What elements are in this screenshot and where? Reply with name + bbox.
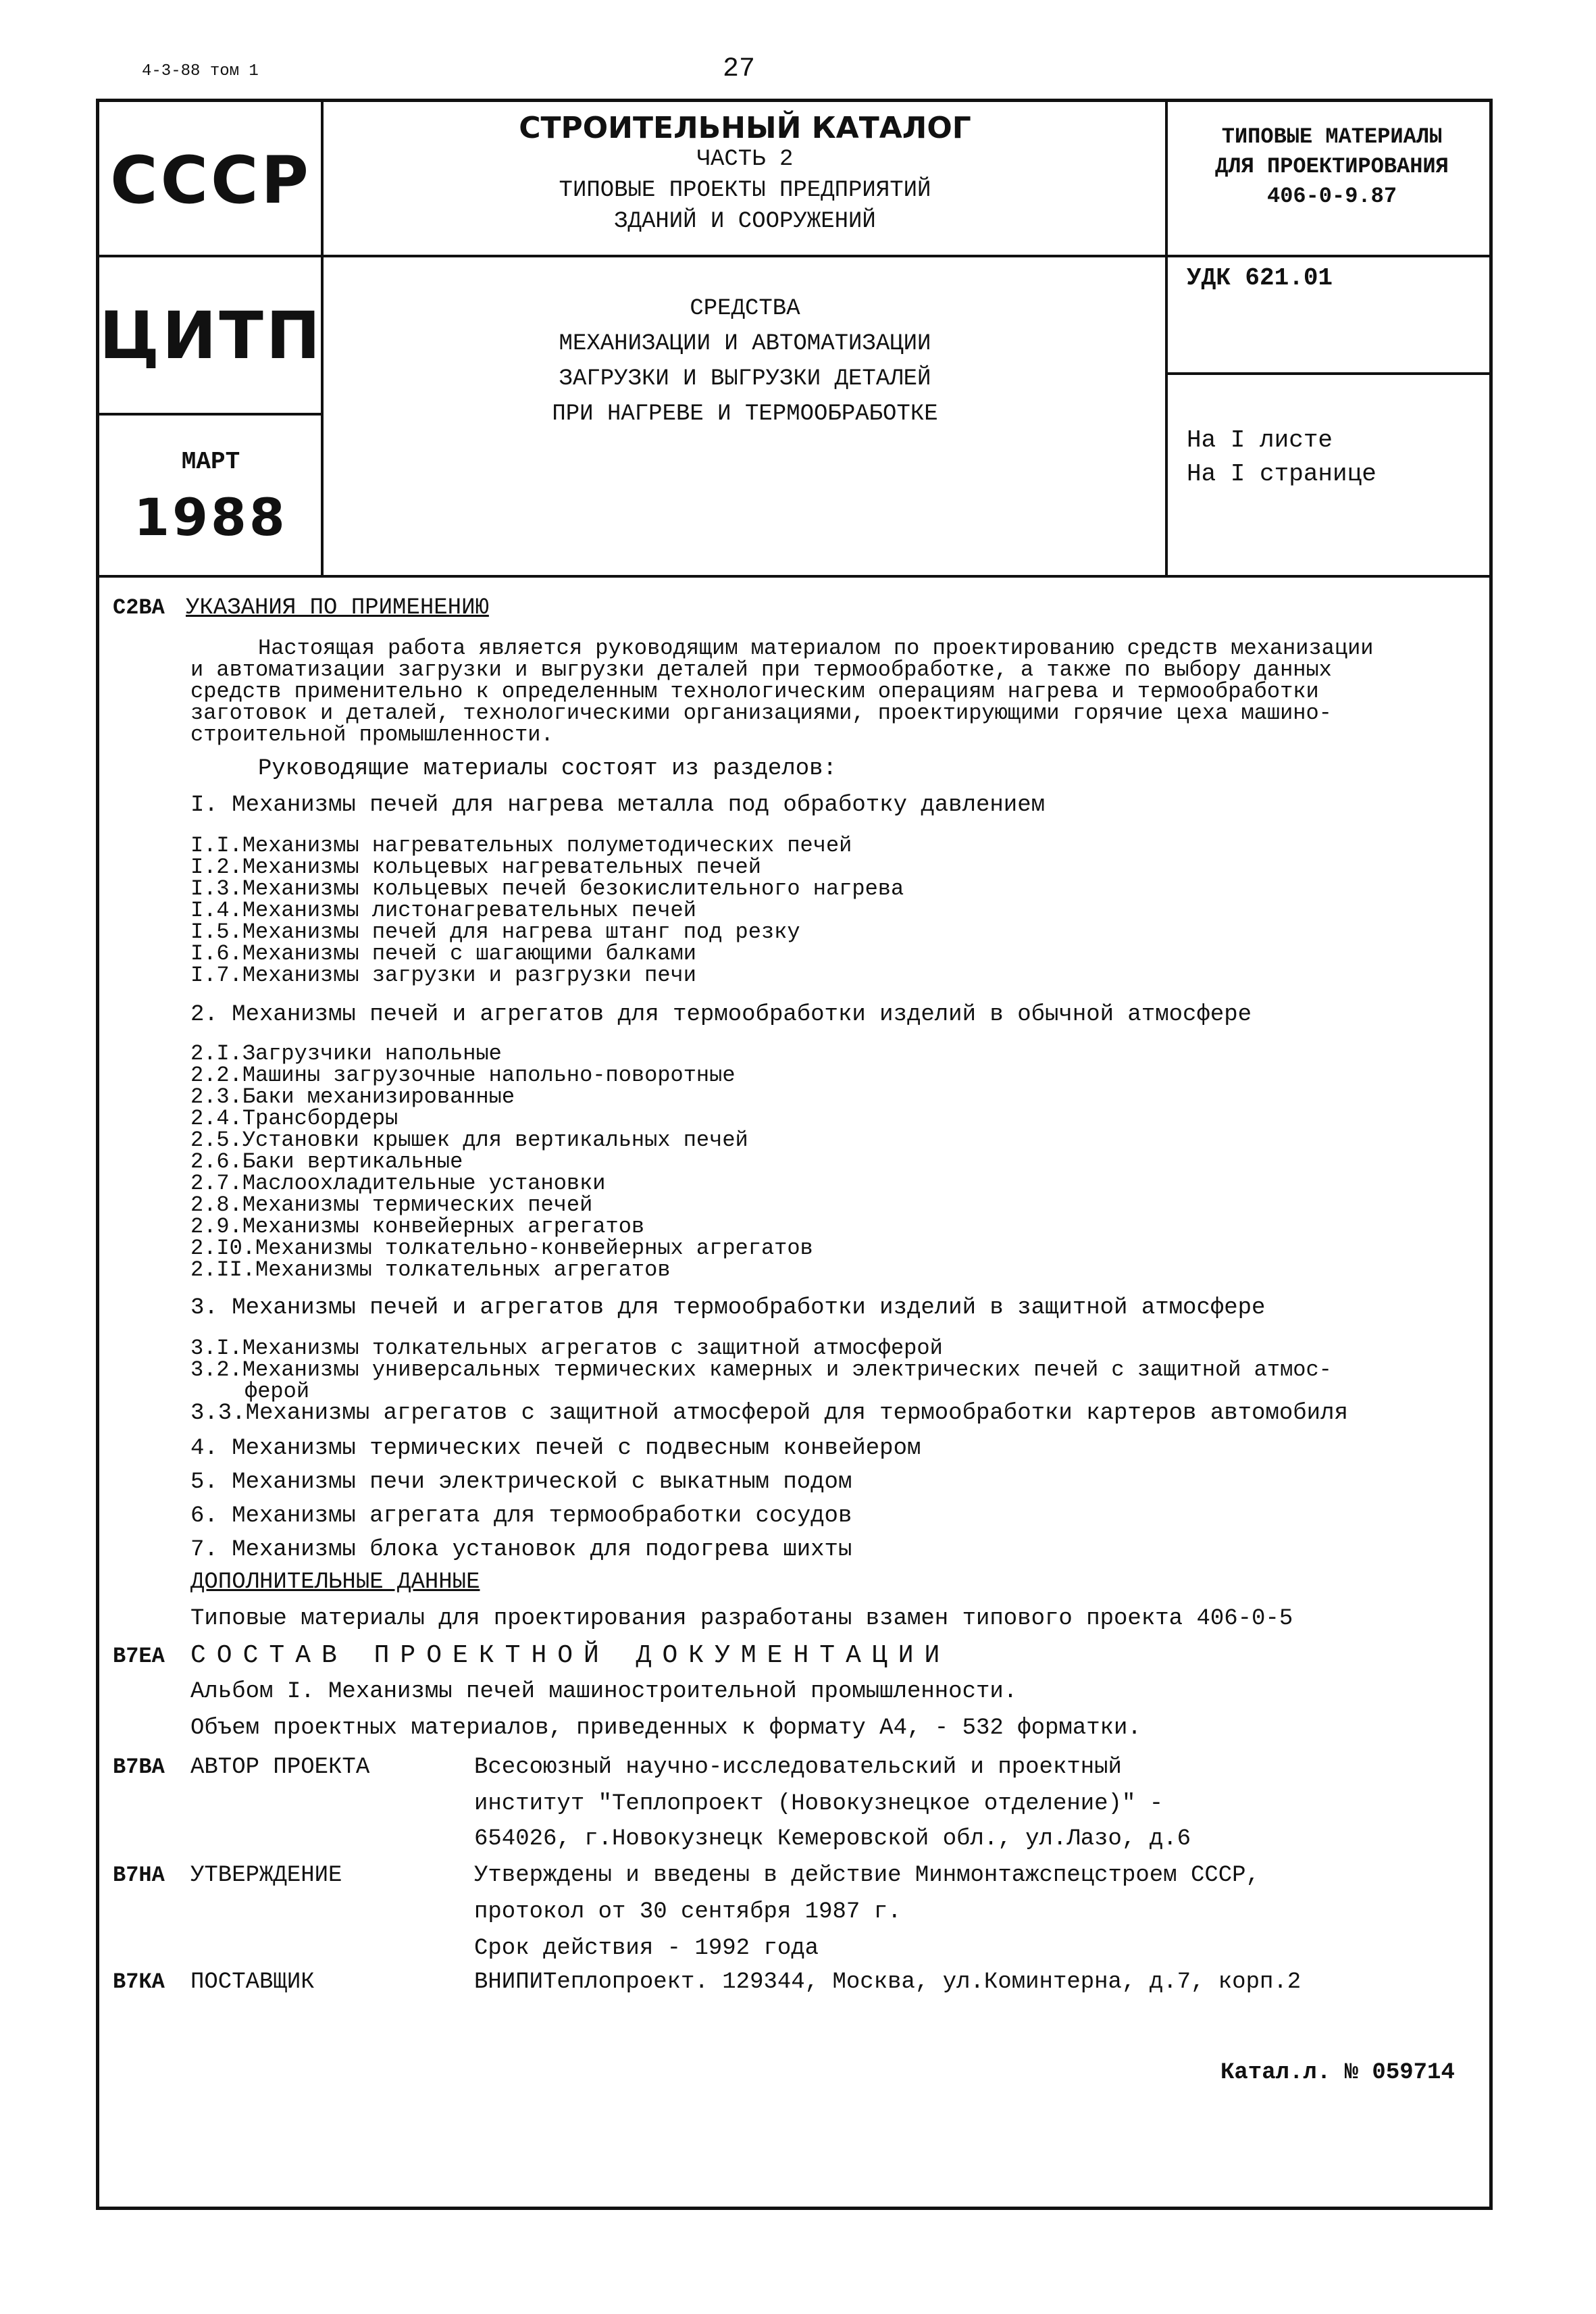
document-number: 406-0-9.87 <box>1266 184 1397 209</box>
approval-line: Утверждены и введены в действие Минмонтажспецстроем СССР, <box>474 1863 1260 1888</box>
section-item: 2.8.Механизмы термических печей <box>190 1192 593 1217</box>
catalog-part: ЧАСТЬ 2 <box>696 147 794 172</box>
sheets-count: На I листе <box>1187 426 1333 454</box>
catalog-card <box>96 99 1493 2210</box>
composition-line: Объем проектных материалов, приведенных к формату А4, - 532 форматки. <box>190 1715 1141 1741</box>
topic-line: ПРИ НАГРЕВЕ И ТЕРМООБРАБОТКЕ <box>552 401 938 427</box>
paragraph-line: строительной промышленности. <box>190 722 554 747</box>
section-item: 2.I0.Механизмы толкательно-конвейерных агрегатов <box>190 1236 813 1261</box>
catalog-sheet-number: Катал.л. № 059714 <box>1220 2060 1455 2086</box>
header-bottom-border <box>99 575 1489 578</box>
section-item: ферой <box>244 1379 310 1404</box>
issue-year: 1988 <box>134 487 288 547</box>
section-item: 2.7.Маслоохладительные установки <box>190 1171 606 1196</box>
section-code: В7ЕА <box>113 1644 165 1669</box>
section-heading: СОСТАВ ПРОЕКТНОЙ ДОКУМЕНТАЦИИ <box>190 1641 951 1670</box>
author-line: 654026, г.Новокузнецк Кемеровской обл., ул.Лазо, д.6 <box>474 1826 1191 1852</box>
section-item: 2.6.Баки вертикальные <box>190 1149 463 1174</box>
section-code: С2ВА <box>113 595 165 620</box>
section-heading: УКАЗАНИЯ ПО ПРИМЕНЕНИЮ <box>186 595 489 621</box>
section-code: В7ВА <box>113 1755 165 1780</box>
section-item: I.2.Механизмы кольцевых нагревательных печей <box>190 855 761 880</box>
extra-data-heading: ДОПОЛНИТЕЛЬНЫЕ ДАННЫЕ <box>190 1569 480 1595</box>
page-number: 27 <box>723 54 756 84</box>
section-item: 2.2.Машины загрузочные напольно-поворотные <box>190 1063 736 1088</box>
header-row-divider-1 <box>99 255 1489 257</box>
section-code: В7КА <box>113 1969 165 1994</box>
catalog-title-block <box>324 113 1166 237</box>
catalog-section: ТИПОВЫЕ ПРОЕКТЫ ПРЕДПРИЯТИЙ <box>559 178 931 203</box>
topic-line: МЕХАНИЗАЦИИ И АВТОМАТИЗАЦИИ <box>559 331 931 357</box>
extra-data-text: Типовые материалы для проектирования разработаны взамен типового проекта 406-0-5 <box>190 1606 1293 1632</box>
supplier-label: ПОСТАВЩИК <box>190 1969 315 1995</box>
issue-month: МАРТ <box>181 448 240 476</box>
section-code: В7НА <box>113 1863 165 1888</box>
section-item: 2.II.Механизмы толкательных агрегатов <box>190 1257 671 1282</box>
document-type-line: ДЛЯ ПРОЕКТИРОВАНИЯ <box>1215 154 1449 179</box>
author-line: Всесоюзный научно-исследовательский и проектный <box>474 1755 1122 1780</box>
section-item: I.I.Механизмы нагревательных полуметодических печей <box>190 833 852 858</box>
section-title: 6. Механизмы агрегата для термообработки сосудов <box>190 1503 852 1529</box>
section-title: 7. Механизмы блока установок для подогрева шихты <box>190 1537 852 1563</box>
catalog-title: СТРОИТЕЛЬНЫЙ КАТАЛОГ <box>519 111 971 145</box>
topic-block <box>324 291 1166 432</box>
topic-line: СРЕДСТВА <box>690 296 800 322</box>
topic-line: ЗАГРУЗКИ И ВЫГРУЗКИ ДЕТАЛЕЙ <box>559 366 931 392</box>
section-title: 5. Механизмы печи электрической с выкатным подом <box>190 1469 852 1495</box>
section-item: 3.2.Механизмы универсальных термических камерных и электрических печей с защитной атмос- <box>190 1357 1332 1382</box>
section-item: 3.I.Механизмы толкательных агрегатов с защитной атмосферой <box>190 1336 943 1361</box>
sections-intro: Руководящие материалы состоят из разделов: <box>258 756 837 782</box>
approval-line: протокол от 30 сентября 1987 г. <box>474 1899 902 1925</box>
catalog-section: ЗДАНИЙ И СООРУЖЕНИЙ <box>614 209 876 234</box>
section-item: 2.5.Установки крышек для вертикальных печей <box>190 1128 748 1153</box>
country-label: СССР <box>110 143 311 218</box>
approval-line: Срок действия - 1992 года <box>474 1936 819 1961</box>
paragraph-line: средств применительно к определенным технологическим операциям нагрева и термообработки <box>190 679 1319 704</box>
paragraph-line: и автоматизации загрузки и выгрузки деталей при термообработке, а также по выбору данных <box>190 657 1332 682</box>
document-type-block <box>1169 122 1495 211</box>
section-item: I.7.Механизмы загрузки и разгрузки печи <box>190 963 696 988</box>
section-title: I. Механизмы печей для нагрева металла под обработку давлением <box>190 793 1046 818</box>
document-code: 4-3-88 том 1 <box>142 62 259 80</box>
section-item: I.6.Механизмы печей с шагающими балками <box>190 941 696 966</box>
pages-count: На I странице <box>1187 460 1376 488</box>
section-item: 2.4.Трансбордеры <box>190 1106 398 1131</box>
section-title: 4. Механизмы термических печей с подвесным конвейером <box>190 1436 921 1461</box>
paragraph-line: Настоящая работа является руководящим материалом по проектированию средств механизации <box>258 636 1374 661</box>
author-label: АВТОР ПРОЕКТА <box>190 1755 370 1780</box>
approval-label: УТВЕРЖДЕНИЕ <box>190 1863 342 1888</box>
section-item: 3.3.Механизмы агрегатов с защитной атмосферой для термообработки картеров автомобиля <box>190 1401 1348 1426</box>
section-item: 2.I.Загрузчики напольные <box>190 1041 502 1066</box>
section-title: 3. Механизмы печей и агрегатов для термообработки изделий в защитной атмосфере <box>190 1295 1266 1321</box>
section-item: I.3.Механизмы кольцевых печей безокислительного нагрева <box>190 876 904 901</box>
document-type-line: ТИПОВЫЕ МАТЕРИАЛЫ <box>1221 124 1443 149</box>
udk-code: УДК 621.01 <box>1187 264 1333 292</box>
header-row-divider-3 <box>1165 372 1489 375</box>
section-title: 2. Механизмы печей и агрегатов для термообработки изделий в обычной атмосфере <box>190 1002 1252 1028</box>
section-item: 2.3.Баки механизированные <box>190 1084 515 1109</box>
section-item: 2.9.Механизмы конвейерных агрегатов <box>190 1214 645 1239</box>
author-line: институт "Теплопроект (Новокузнецкое отделение)" - <box>474 1791 1164 1817</box>
paragraph-line: заготовок и деталей, технологическими организациями, проектирующими горячие цеха машино- <box>190 701 1332 726</box>
composition-line: Альбом I. Механизмы печей машиностроительной промышленности. <box>190 1679 1018 1705</box>
header-row-divider-2 <box>99 413 322 416</box>
organization-label: ЦИТП <box>99 298 324 374</box>
section-item: I.4.Механизмы листонагревательных печей <box>190 898 696 923</box>
supplier-line: ВНИПИТеплопроект. 129344, Москва, ул.Коминтерна, д.7, корп.2 <box>474 1969 1302 1995</box>
section-item: I.5.Механизмы печей для нагрева штанг под резку <box>190 920 800 945</box>
